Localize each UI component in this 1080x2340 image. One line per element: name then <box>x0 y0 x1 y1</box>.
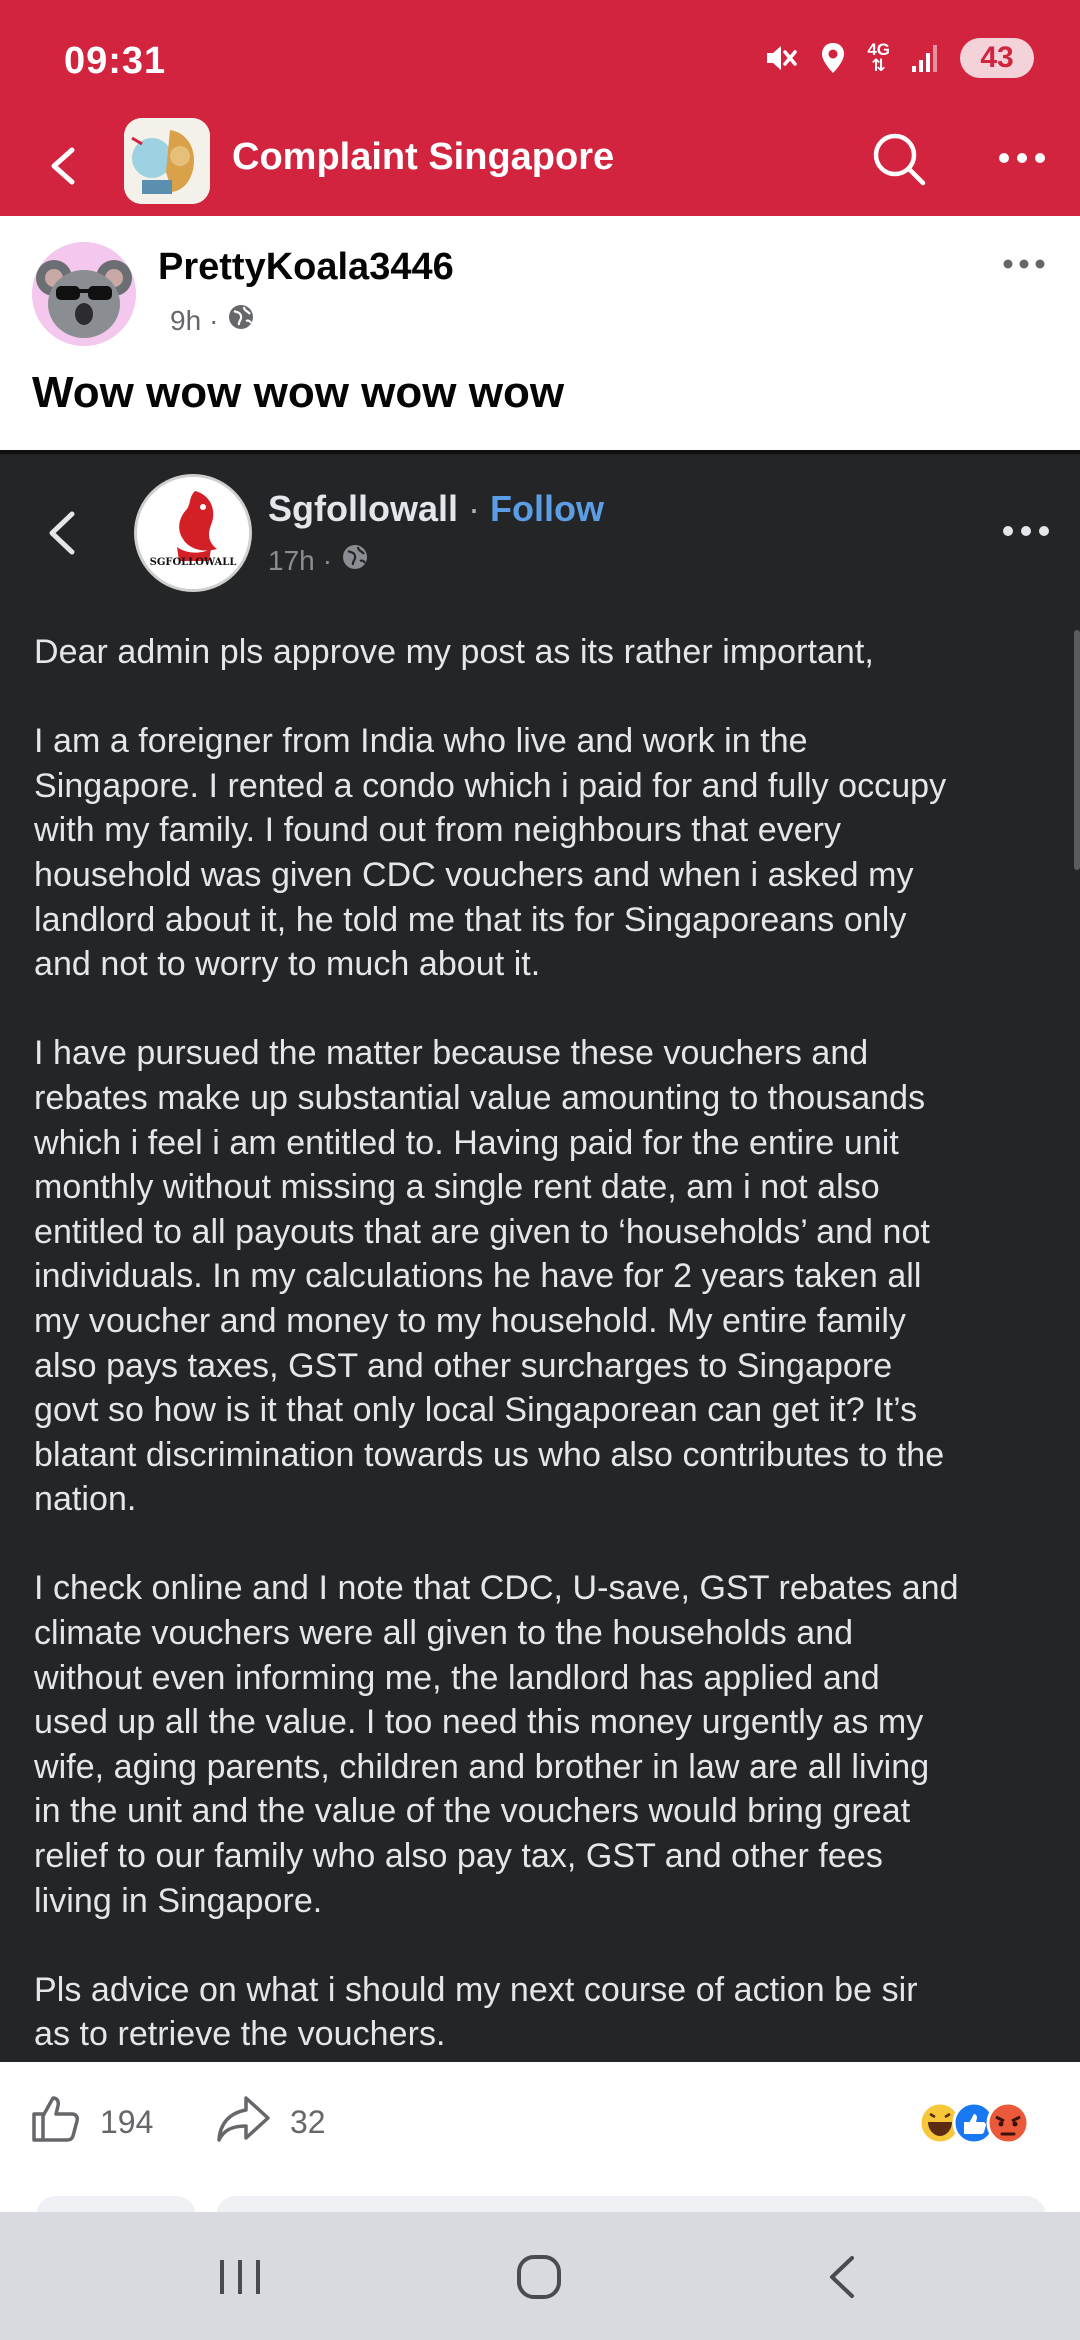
shared-time[interactable]: 17h <box>268 544 315 576</box>
post-header <box>0 216 1080 448</box>
like-icon <box>30 2092 82 2152</box>
avatar[interactable] <box>32 242 136 346</box>
shared-author[interactable]: Sgfollowall <box>268 488 459 529</box>
battery-icon <box>960 38 1034 78</box>
home-icon[interactable] <box>510 2250 570 2304</box>
more-icon[interactable] <box>990 126 1054 190</box>
back-icon[interactable] <box>818 2250 868 2304</box>
shared-post <box>0 450 1080 2066</box>
post-author[interactable]: PrettyKoala3446 <box>158 246 454 288</box>
angry-icon <box>988 2103 1028 2143</box>
scrollbar[interactable] <box>1074 630 1080 870</box>
shared-more-icon[interactable] <box>996 516 1056 546</box>
paragraph: Pls advice on what i should my next course of action be sir as to retrieve the vouchers. <box>34 1970 918 2054</box>
status-time: 09:31 <box>64 40 167 82</box>
search-icon[interactable] <box>866 126 930 190</box>
shared-meta-separator: · <box>322 544 333 576</box>
post-meta <box>170 302 256 339</box>
back-arrow-icon[interactable] <box>40 134 88 198</box>
location-icon <box>819 41 847 75</box>
app-bar <box>0 126 1080 216</box>
reactions-bar <box>0 2062 1080 2192</box>
like-button[interactable] <box>30 2092 153 2152</box>
battery-level: 43 <box>980 41 1014 74</box>
share-icon <box>216 2092 272 2152</box>
network-arrows: ⇅ <box>871 56 886 75</box>
group-avatar[interactable] <box>124 118 210 204</box>
paragraph: I am a foreigner from India who live and work in the Singapore. I rented a condo which i paid for and fully occupy with my family. I found out from neighbours that every household was given CDC vouchers and when i asked my landlord about it, he told me that its for Singaporeans only and not to worry to much about it. <box>34 722 947 984</box>
post-time[interactable]: 9h <box>170 304 202 336</box>
globe-icon <box>340 542 370 579</box>
name-separator: · <box>468 488 481 529</box>
shared-back-icon[interactable] <box>40 498 86 568</box>
status-bar <box>0 0 1080 126</box>
globe-icon <box>226 302 256 339</box>
share-count: 32 <box>290 2103 326 2140</box>
like-count: 194 <box>100 2103 154 2140</box>
system-nav-bar <box>0 2212 1080 2340</box>
post-text: Wow wow wow wow wow <box>32 368 565 417</box>
reaction-summary[interactable] <box>916 2098 1046 2148</box>
shared-post-body <box>34 630 1064 2102</box>
shared-avatar-text: SGFOLLOWALL <box>149 557 237 568</box>
shared-author-avatar[interactable] <box>134 474 252 592</box>
network-type: 4G <box>867 40 890 59</box>
mute-icon <box>763 42 799 74</box>
post-more-icon[interactable] <box>996 244 1056 284</box>
share-button[interactable] <box>216 2092 326 2152</box>
shared-author-row <box>268 488 604 530</box>
network-4g-icon <box>867 42 890 74</box>
signal-icon <box>910 42 940 74</box>
paragraph: I check online and I note that CDC, U-save, GST rebates and climate vouchers were all given to the households and without even informing me, the landlord has applied and used up all the value. I too need this money urgently as my wife, aging parents, children and brother in law are all living in the unit and the value of the vouchers would bring great relief to our family who also pay tax, GST and other fees living in Singapore. <box>34 1569 959 1920</box>
recent-apps-icon[interactable] <box>210 2252 270 2302</box>
shared-meta <box>268 542 370 579</box>
meta-separator: · <box>209 304 219 336</box>
paragraph: I have pursued the matter because these vouchers and rebates make up substantial value amounting to thousands which i feel i am entitled to. Having paid for the entire unit monthly without missing a single rent date, am i not also entitled to all payouts that are given to ‘households’ and not individuals. In my calculations he have for 2 years taken all my voucher and money to my household. My entire family also pays taxes, GST and other surcharges to Singapore govt so how is it that only local Singaporean can get it? It’s blatant discrimination towards us who also contributes to the nation. <box>34 1034 945 1519</box>
follow-button[interactable]: Follow <box>490 488 604 529</box>
status-icons <box>763 38 1034 78</box>
group-name[interactable]: Complaint Singapore <box>232 136 615 178</box>
paragraph: Dear admin pls approve my post as its rather important, <box>34 633 874 671</box>
